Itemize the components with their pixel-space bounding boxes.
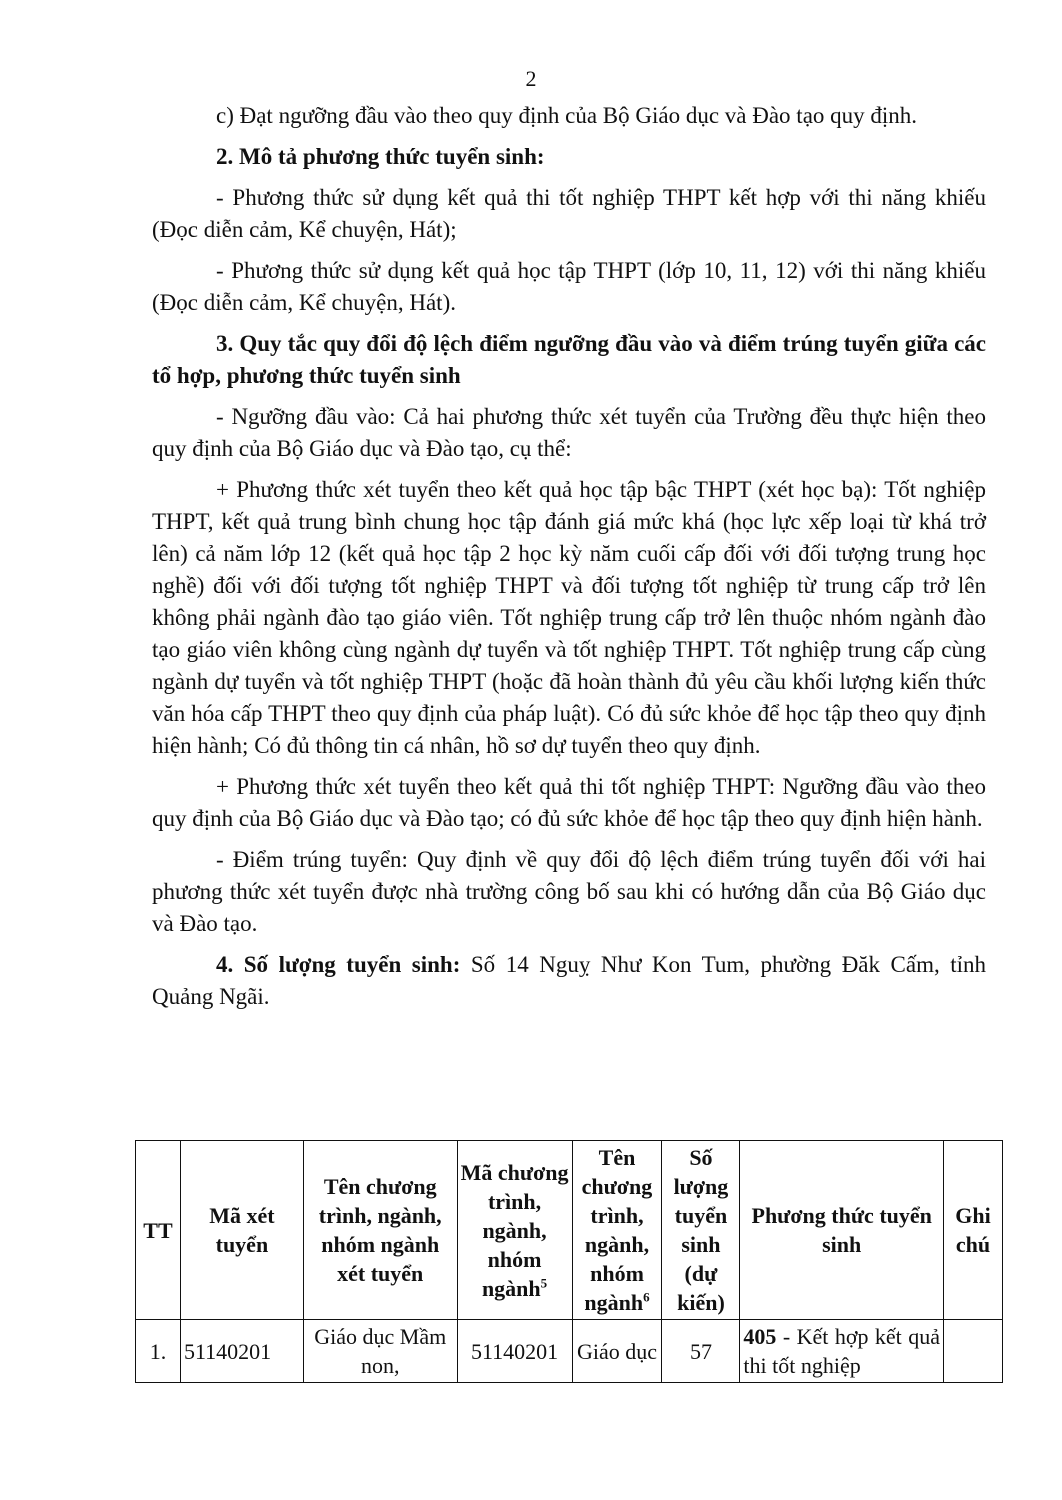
header-ten-chuong-trinh-2: Tên chương trình, ngành, nhóm ngành$^6$ — [572, 1141, 662, 1320]
paragraph: + Phương thức xét tuyển theo kết quả học tập bậc THPT (xét học bạ): Tốt nghiệp THPT, kết quả trung bình chung học tập đánh giá mức khá (học lực xếp loại từ khá trở lên) cả năm lớp 12 (kết quả học tập 2 học kỳ năm cuối cấp đối với đối tượng trung học nghề) đối với đối tượng tốt nghiệp THPT và đối tượng tốt nghiệp từ trung cấp trở lên không phải ngành đào tạo giáo viên. Tốt nghiệp trung cấp trở lên thuộc nhóm ngành đào tạo giáo viên không cùng ngành dự tuyển và tốt nghiệp THPT. Tốt nghiệp trung cấp cùng ngành dự tuyển và tốt nghiệp THPT (hoặc đã hoàn thành đủ yêu cầu khối lượng kiến thức văn hóa cấp THPT theo quy định của pháp luật). Có đủ sức khỏe để học tập theo quy định hiện hành; Có đủ thông tin cá nhân, hồ sơ dự tuyển theo quy định. — [152, 477, 986, 758]
header-ma-chuong-trinh: Mã chương trình, ngành, nhóm ngành$^5$ — [457, 1141, 572, 1320]
cell-ten-chuong-trinh: Giáo dục Mầm non, — [303, 1320, 457, 1383]
table-header-row — [136, 1141, 1003, 1320]
header-ghi-chu: Ghi chú — [944, 1141, 1003, 1320]
paragraph: + Phương thức xét tuyển theo kết quả thi tốt nghiệp THPT: Ngưỡng đầu vào theo quy định của Bộ Giáo dục và Đào tạo; có đủ sức khỏe để học tập theo quy định hiện hành. — [152, 774, 986, 831]
header-ma-xet-tuyen: Mã xét tuyển — [180, 1141, 303, 1320]
header-ten-chuong-trinh: Tên chương trình, ngành, nhóm ngành xét tuyển — [303, 1141, 457, 1320]
paragraph: - Ngưỡng đầu vào: Cả hai phương thức xét tuyển của Trường đều thực hiện theo quy định của Bộ Giáo dục và Đào tạo, cụ thể: — [152, 404, 986, 461]
section-heading: 3. Quy tắc quy đổi độ lệch điểm ngưỡng đầu vào và điểm trúng tuyển giữa các tổ hợp, phương thức tuyển sinh — [152, 331, 986, 388]
header-so-luong: Số lượng tuyển sinh (dự kiến) — [662, 1141, 740, 1320]
cell-ma-xet-tuyen: 51140201 — [180, 1320, 303, 1383]
page-number: 2 — [525, 66, 537, 91]
paragraph: - Phương thức sử dụng kết quả học tập THPT (lớp 10, 11, 12) với thi năng khiếu (Đọc diễn cảm, Kể chuyện, Hát). — [152, 258, 986, 315]
admission-table — [135, 1140, 1003, 1383]
paragraph: c) Đạt ngưỡng đầu vào theo quy định của Bộ Giáo dục và Đào tạo quy định. — [216, 103, 918, 128]
table-row — [136, 1320, 1003, 1383]
cell-tt: 1. — [136, 1320, 181, 1383]
cell-so-luong: 57 — [662, 1320, 740, 1383]
document-body — [152, 100, 986, 1013]
cell-ten-chuong-trinh-2: Giáo dục — [572, 1320, 662, 1383]
cell-phuong-thuc: 405 - Kết hợp kết quả thi tốt nghiệp — [740, 1320, 944, 1383]
section-heading: 2. Mô tả phương thức tuyển sinh: — [216, 144, 545, 169]
header-phuong-thuc: Phương thức tuyển sinh — [740, 1141, 944, 1320]
paragraph-text: Số 14 Nguỵ Như Kon Tum, phường Đăk Cấm, tỉnh Quảng Ngãi. — [152, 952, 987, 1009]
paragraph: - Phương thức sử dụng kết quả thi tốt nghiệp THPT kết hợp với thi năng khiếu (Đọc diễn cảm, Kể chuyện, Hát); — [152, 185, 986, 242]
section-heading-paragraph — [152, 949, 986, 1013]
section-heading: 4. Số lượng tuyển sinh: — [216, 952, 461, 977]
paragraph: - Điểm trúng tuyển: Quy định về quy đổi độ lệch điểm trúng tuyển đối với hai phương thức xét tuyển được nhà trường công bố sau khi có hướng dẫn của Bộ Giáo dục và Đào tạo. — [152, 847, 986, 936]
header-tt: TT — [136, 1141, 181, 1320]
cell-ghi-chu — [944, 1320, 1003, 1383]
cell-ma-chuong-trinh: 51140201 — [457, 1320, 572, 1383]
